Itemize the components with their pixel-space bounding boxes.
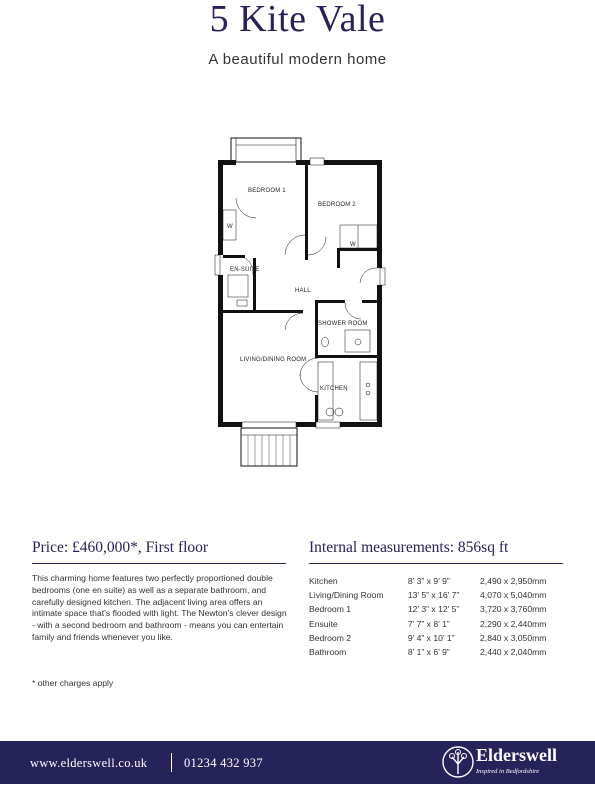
tree-monogram-icon (440, 744, 476, 780)
room-label-shower: SHOWER ROOM (318, 321, 368, 327)
room-imperial: 12’ 3” x 12’ 5” (407, 604, 460, 615)
property-description: This charming home features two perfectly proportioned double bedrooms (one en suite) as well as a separate bathroom, and carefully designed kitchen. The adjacent living area offers an intimate space that’s flooded with light. The Newton’s clever design - with a second bedroom and bathroom - means you can entertain family and friends whenever you like. (32, 573, 287, 642)
table-row (309, 574, 569, 588)
room-imperial: 8’ 1” x 6’ 9” (407, 647, 450, 658)
wardrobe-label-2: W (350, 242, 356, 248)
divider (309, 563, 563, 564)
room-label-bedroom1: BEDROOM 1 (248, 188, 286, 194)
floor-plan (200, 130, 400, 470)
room-metric: 4,070 x 5,040mm (480, 590, 547, 601)
room-label-kitchen: KITCHEN (320, 386, 348, 392)
measurements-table (309, 574, 569, 659)
room-name: Bedroom 2 (309, 632, 352, 643)
room-metric: 2,840 x 3,050mm (480, 632, 547, 643)
room-name: Kitchen (309, 576, 338, 587)
divider (32, 563, 286, 564)
room-name: Living/Dining Room (309, 590, 384, 601)
room-metric: 2,490 x 2,950mm (480, 576, 547, 587)
brand-tagline: Inspired in Bedfordshire (476, 768, 540, 775)
website-link[interactable]: www.elderswell.co.uk (30, 756, 148, 770)
table-row (309, 645, 569, 659)
wardrobe-label-1: W (227, 224, 233, 230)
room-label-living: LIVING/DINING ROOM (240, 357, 307, 363)
measurements-heading: Internal measurements: 856sq ft (309, 539, 509, 556)
room-name: Bathroom (309, 647, 347, 658)
footer-divider (171, 753, 172, 772)
phone-number[interactable]: 01234 432 937 (184, 756, 263, 770)
room-imperial: 7’ 7” x 8’ 1” (407, 618, 450, 629)
room-imperial: 8’ 3” x 9’ 9” (407, 576, 450, 587)
footer-bar (0, 741, 595, 784)
room-metric: 2,290 x 2,440mm (480, 618, 547, 629)
price-heading: Price: £460,000*, First floor (32, 539, 209, 556)
room-label-ensuite: EN-SUITE (230, 267, 260, 273)
charges-note: * other charges apply (32, 678, 114, 688)
table-row (309, 617, 569, 631)
room-imperial: 9’ 4” x 10’ 1” (407, 632, 455, 643)
room-label-hall: HALL (295, 288, 311, 294)
brand-logo-text: Elderswell (476, 745, 557, 765)
room-metric: 2,440 x 2,040mm (480, 647, 547, 658)
room-label-bedroom2: BEDROOM 2 (318, 202, 356, 208)
page-title: 5 Kite Vale (209, 0, 386, 40)
room-metric: 3,720 x 3,760mm (480, 604, 547, 615)
room-name: Bedroom 1 (309, 604, 352, 615)
room-imperial: 13’ 5” x 16’ 7” (407, 590, 460, 601)
table-row (309, 588, 569, 602)
table-row (309, 631, 569, 645)
room-name: Ensuite (309, 618, 338, 629)
table-row (309, 602, 569, 616)
page-subtitle: A beautiful modern home (208, 51, 387, 68)
